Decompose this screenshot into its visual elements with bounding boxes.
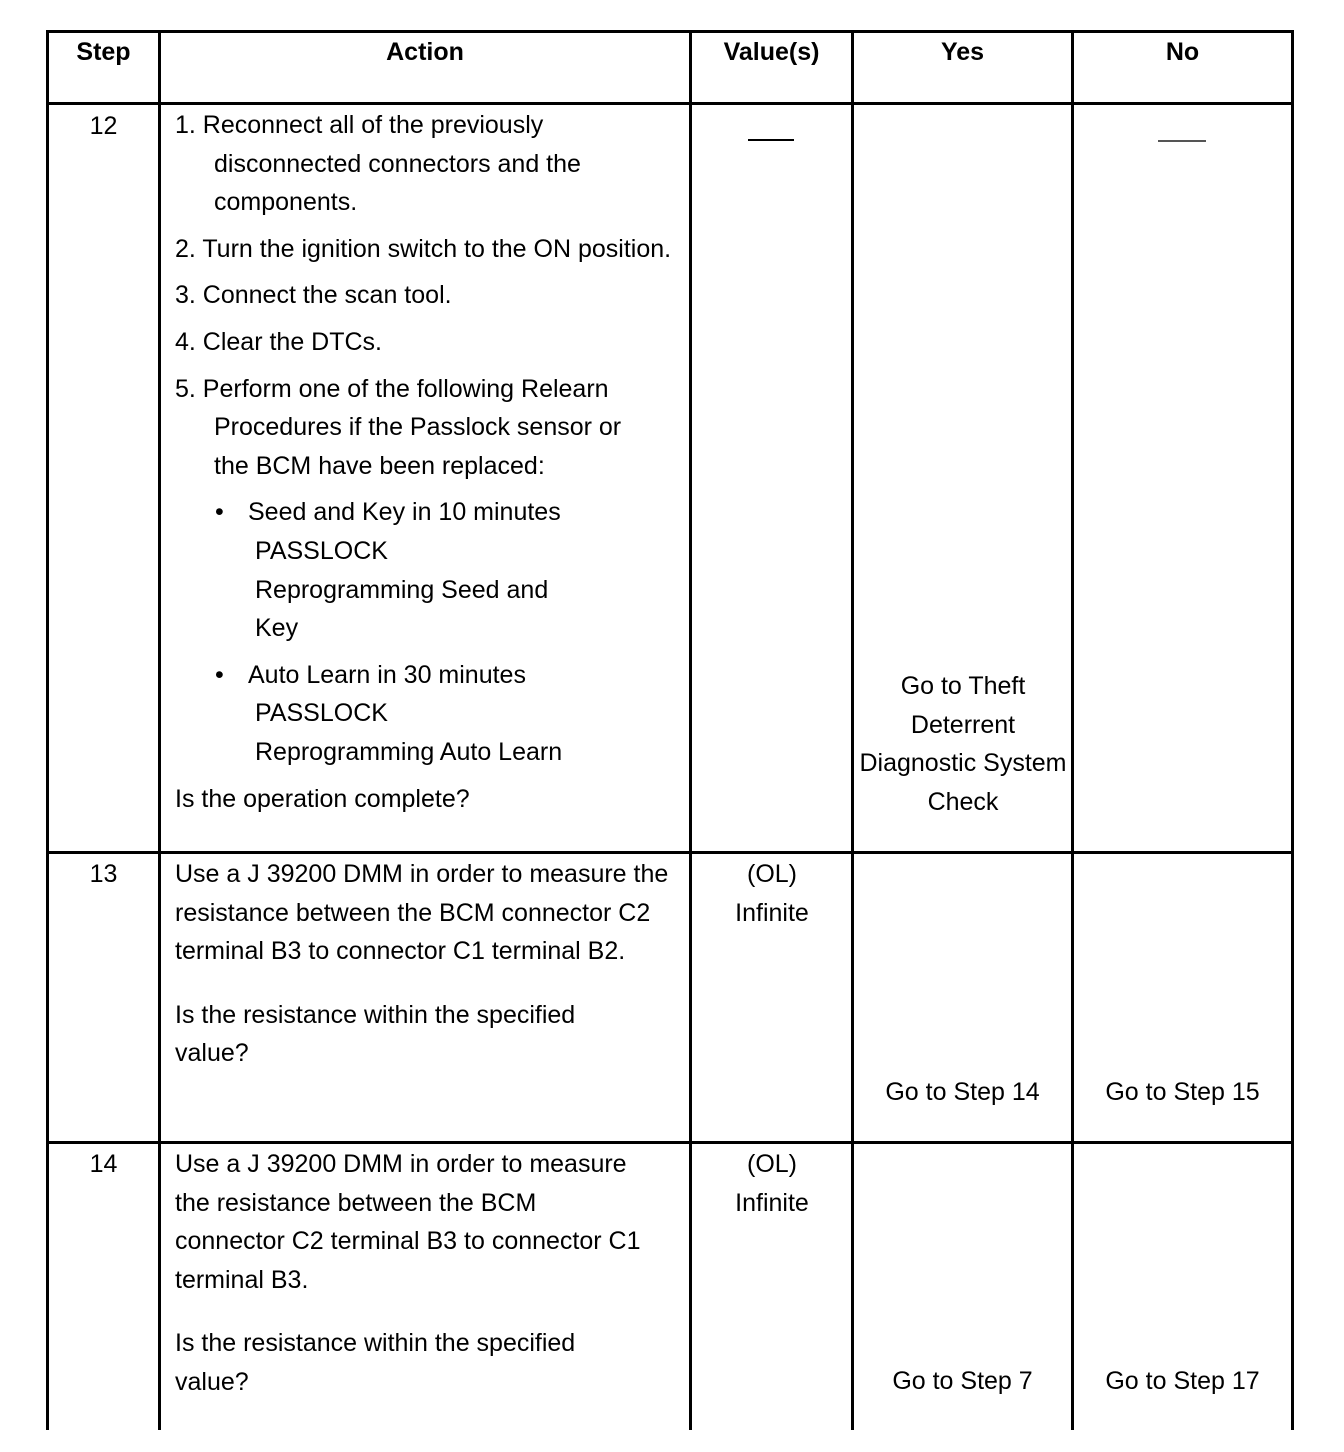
row-14-question: Is the resistance within the specified value? [175, 1329, 576, 1396]
row-14-action-text: Use a J 39200 DMM in order to measure the resistance between the BCM connector C2 terminal B3 to connector C1 terminal B3. [175, 1150, 641, 1294]
action-item-2: 2. Turn the ignition switch to the ON position. [175, 234, 672, 263]
row-13-no: Go to Step 15 [1105, 1078, 1260, 1106]
row-divider-12-13 [46, 851, 1294, 854]
header-yes: Yes [940, 38, 985, 66]
border-left [46, 30, 49, 1430]
header-no: No [1165, 38, 1200, 66]
row-14-no: Go to Step 17 [1105, 1367, 1260, 1395]
row-12-step: 12 [89, 112, 118, 140]
row-14-values: (OL) Infinite [735, 1150, 809, 1217]
header-action: Action [386, 38, 464, 66]
action-item-1: 1. Reconnect all of the previously disconnected connectors and the components. [175, 111, 581, 217]
row-13-step: 13 [89, 860, 118, 888]
action-item-3: 3. Connect the scan tool. [175, 281, 452, 310]
row-12-no-dash [1158, 140, 1206, 142]
bullet-dot-icon: • [215, 498, 224, 527]
diagnostic-table [46, 30, 1294, 1430]
divider-action-values [689, 30, 692, 1430]
action-item-4: 4. Clear the DTCs. [175, 327, 383, 356]
header-step: Step [76, 38, 131, 66]
row-14-action [175, 1145, 645, 1410]
row-divider-13-14 [46, 1141, 1294, 1144]
row-13-action [175, 855, 685, 1081]
row-12-question: Is the operation complete? [175, 784, 470, 813]
row-14-yes: Go to Step 7 [892, 1367, 1033, 1395]
action-item-5-text: 5. Perform one of the following Relearn Procedures if the Passlock sensor or the BCM have been replaced: [175, 374, 622, 480]
row-13-action-text: Use a J 39200 DMM in order to measure the resistance between the BCM connector C2 terminal B3 to connector C1 terminal B2. [175, 860, 669, 966]
bullet-item-1-text: Seed and Key in 10 minutes PASSLOCK Reprogramming Seed and Key [248, 498, 561, 643]
row-14-step: 14 [89, 1150, 118, 1178]
border-top [46, 30, 1294, 33]
divider-values-yes [851, 30, 854, 1430]
row-13-values: (OL) Infinite [735, 860, 809, 927]
bullet-dot-icon: • [215, 660, 224, 689]
border-right [1291, 30, 1294, 1430]
divider-step-action [158, 30, 161, 1430]
row-12-action [175, 106, 685, 826]
bullet-item-1 [175, 493, 685, 647]
divider-yes-no [1071, 30, 1074, 1430]
header-divider [46, 102, 1294, 105]
header-values: Value(s) [723, 38, 820, 66]
row-13-question: Is the resistance within the specified value? [175, 1000, 576, 1068]
action-item-5 [175, 370, 685, 486]
row-12-yes: Go to Theft Deterrent Diagnostic System Check [859, 672, 1067, 816]
row-13-yes: Go to Step 14 [885, 1078, 1040, 1106]
row-12-values-dash [748, 139, 794, 141]
bullet-item-2 [175, 656, 685, 772]
bullet-item-2-text: Auto Learn in 30 minutes PASSLOCK Reprogramming Auto Learn [248, 660, 563, 766]
